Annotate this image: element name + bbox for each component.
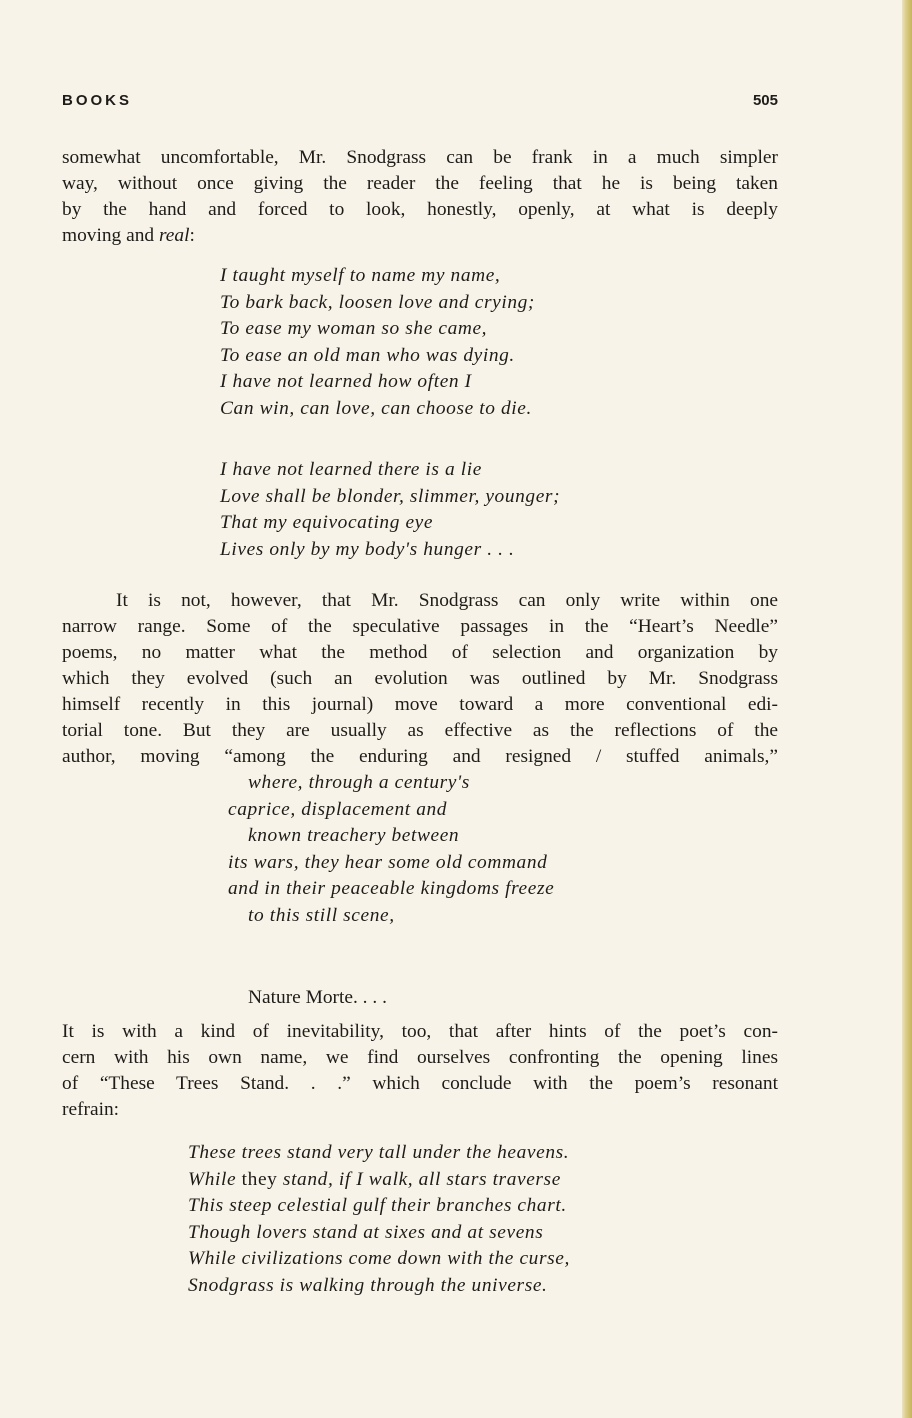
text-line: by the hand and forced to look, honestly, openly, at what is deeply — [62, 199, 778, 220]
verse-line: To ease an old man who was dying. — [220, 344, 515, 366]
page-header — [62, 92, 778, 118]
text-fragment: While — [188, 1168, 237, 1190]
text-line: of “These Trees Stand. . .” which conclude with the poem’s resonant — [62, 1073, 778, 1094]
verse-line: While civilizations come down with the curse, — [188, 1248, 570, 1270]
paragraph-3 — [62, 1019, 778, 1123]
verse-line: I have not learned how often I — [220, 371, 472, 393]
text-line: narrow range. Some of the speculative passages in the “Heart’s Needle” — [62, 616, 778, 637]
verse-line: Though lovers stand at sixes and at sevens — [188, 1221, 544, 1243]
poem-1-stanza-1 — [220, 263, 535, 423]
text-line — [62, 588, 778, 614]
paragraph-1 — [62, 145, 778, 249]
nature-morte-line: Nature Morte. . . . — [248, 987, 387, 1008]
paragraph-2 — [62, 588, 778, 770]
poem-1-stanza-2 — [220, 457, 560, 563]
verse-line: Love shall be blonder, slimmer, younger; — [220, 485, 561, 507]
text-line: cern with his own name, we find ourselves confronting the opening lines — [62, 1047, 778, 1068]
verse-line: To ease my woman so she came, — [220, 318, 488, 340]
verse-line: To bark back, loosen love and crying; — [220, 291, 535, 313]
roman-fragment: they — [236, 1168, 283, 1190]
text-fragment: It is not, however, that Mr. Snodgrass can only write within one — [116, 590, 778, 611]
verse-line: its wars, they hear some old command — [228, 851, 548, 873]
book-spine-edge — [902, 0, 912, 1418]
verse-line: Lives only by my body's hunger . . . — [220, 538, 515, 560]
text-line: which they evolved (such an evolution was outlined by Mr. Snodgrass — [62, 668, 778, 689]
verse-line: These trees stand very tall under the heavens. — [188, 1142, 570, 1163]
verse-line: and in their peaceable kingdoms freeze — [228, 878, 555, 900]
verse-line: Can win, can love, can choose to die. — [220, 397, 532, 419]
text-fragment: : — [189, 225, 195, 246]
text-line: somewhat uncomfortable, Mr. Snodgrass can be frank in a much simpler — [62, 147, 778, 168]
text-fragment: moving and — [62, 225, 159, 246]
verse-line: to this still scene, — [248, 904, 395, 926]
poem-2 — [228, 770, 554, 930]
verse-line: I have not learned there is a lie — [220, 459, 482, 480]
text-line — [62, 223, 778, 249]
page-number: 505 — [752, 92, 778, 109]
text-fragment: stand, if I walk, all stars traverse — [282, 1168, 561, 1190]
verse-line — [188, 1167, 570, 1194]
text-line: torial tone. But they are usually as effective as the reflections of the — [62, 720, 778, 741]
verse-line: Snodgrass is walking through the universe. — [188, 1274, 548, 1296]
text-line: way, without once giving the reader the feeling that he is being taken — [62, 173, 778, 194]
verse-line: I taught myself to name my name, — [220, 265, 501, 286]
text-line: author, moving “among the enduring and resigned / stuffed animals,” — [62, 746, 778, 767]
running-head: BOOKS — [62, 92, 133, 109]
verse-line: where, through a century's — [248, 772, 470, 793]
verse-line: That my equivocating eye — [220, 512, 434, 534]
verse-line: This steep celestial gulf their branches chart. — [188, 1195, 567, 1217]
emphasis: real — [158, 225, 190, 246]
verse-line: caprice, displacement and — [228, 798, 448, 820]
text-line: refrain: — [62, 1099, 120, 1120]
text-line: himself recently in this journal) move toward a more conventional edi- — [62, 694, 778, 715]
poem-3 — [188, 1140, 570, 1300]
verse-line: known treachery between — [248, 825, 460, 847]
text-line: It is with a kind of inevitability, too, that after hints of the poet’s con- — [62, 1021, 778, 1042]
text-line: poems, no matter what the method of selection and organization by — [62, 642, 778, 663]
